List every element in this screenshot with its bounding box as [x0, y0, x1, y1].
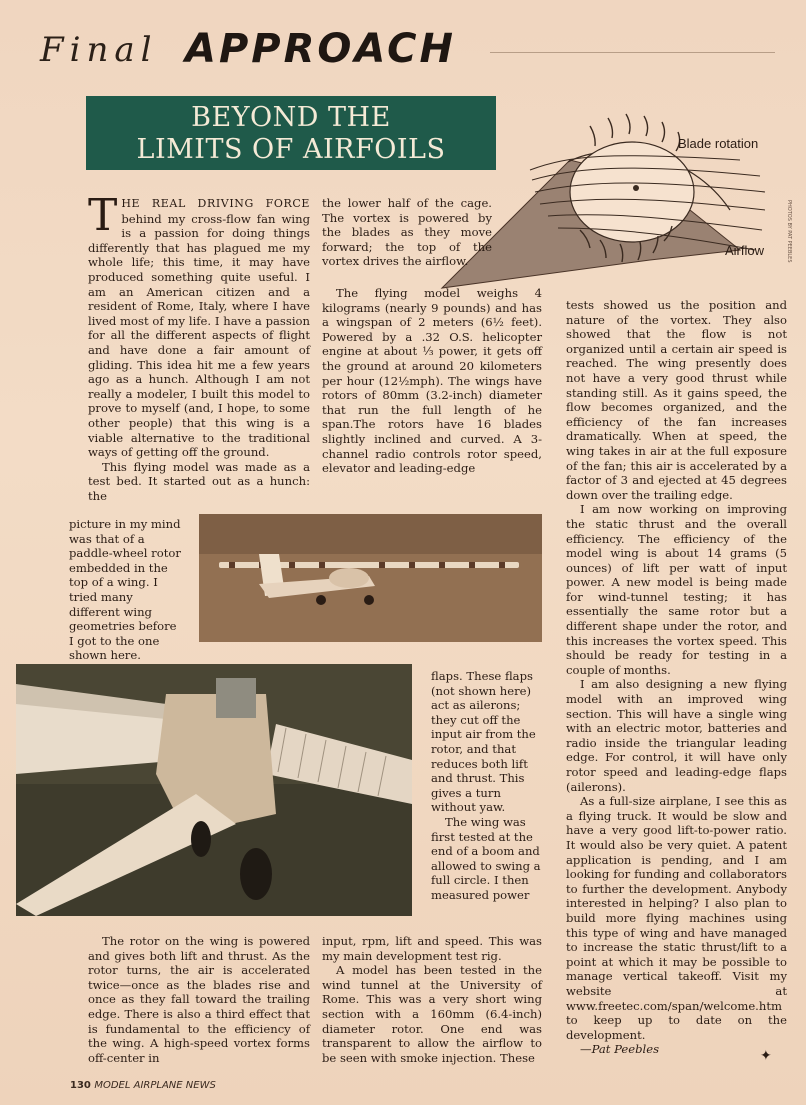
photo-model-closeup	[16, 664, 412, 916]
magazine-name: MODEL AIRPLANE NEWS	[94, 1080, 216, 1091]
section-title-approach: APPROACH	[185, 26, 456, 72]
airflow-label: Airflow	[725, 243, 765, 258]
page-footer	[70, 1080, 216, 1091]
article-title	[86, 96, 496, 170]
paragraph-5: A model has been tested in the wind tunnel at the University of Rome. This was a very short wing section with a 160mm (6.4-inch) diameter rotor. One end was transparent to allow the airflow to be seen with smoke injection. These	[322, 963, 542, 1065]
paragraph-3: The flying model weighs 4 kilograms (nearly 9 pounds) and has a wingspan of 2 meters (6½ feet). Powered by a .32 O.S. helicopter engine at about ⅓ power, it gets off the ground at around 20 kilometers per hour (12½mph). The wings have rotors of 80mm (3.2-inch) diameter that run the full length of he span.The rotors have 16 blades slightly inclined and curved. A 3-channel radio controls rotor speed, elevator and leading-edge	[322, 286, 542, 476]
article-title-line1: BEYOND THE	[191, 102, 391, 133]
page-number: 130	[70, 1080, 91, 1091]
header-rule	[490, 52, 775, 53]
section-title-final: Final	[40, 30, 158, 70]
paragraph-3-cont: flaps. These flaps (not shown here) act as ailerons; they cut off the input air from the rotor, and that reduces both lift and thrust. This gives a turn without yaw.	[431, 669, 536, 815]
paragraph-1: behind my cross-flow fan wing is a passion for doing things differently that has plagued me my whole life; this time, it may have produced something quite useful. I am an American citizen and a resident of Rome, Italy, where I have lived most of my life. I have a passion for all the different aspects of flight and have done a fair amount of gliding. This idea hit me a few years ago as a hunch. Although I am not really a modeler, I built this model to prove to myself (and, I hope, to some other people) that this wing is a viable alternative to the traditional ways of getting off the ground.	[88, 211, 310, 460]
paragraph-9: As a full-size airplane, I see this as a flying truck. It would be slow and have a very good lift-to-power ratio. It would also be very quiet. A patent application is pending, and I am looking for funding and collaborators to further the development. Anybody interested in helping? I also plan to build more flying machines using this type of wing and have managed to increase the static thrust/lift to a point at which it may be possible to manage vertical takeoff. Visit my website at www.freetec.com/span/welcome.htm to keep up to date on the development.	[566, 794, 787, 1042]
paragraph-5-cont: tests showed us the position and nature of the vortex. They also showed that the flow is not organized until a certain air speed is reached. The wing presently does not have a very good thrust while standing still. As it gains speed, the flow becomes organized, and the efficiency of the fan increases dramatically. When at speed, the wing takes in air at the full exposure of the fan; this air is accelerated by a factor of 3 and ejected at 45 degrees down over the trailing edge.	[566, 298, 787, 502]
lead-caps: HE REAL DRIVING FORCE	[121, 197, 310, 210]
article-column-3	[566, 298, 787, 1057]
end-mark: ✦	[760, 1048, 772, 1064]
paragraph-4-cont: input, rpm, lift and speed. This was my main development test rig.	[322, 934, 542, 963]
signature: —Pat Peebles	[580, 1042, 660, 1057]
paragraph-7: I am now working on improving the static thrust and the overall efficiency. The efficiency of the model wing is about 14 grams (5 ounces) of lift per watt of input power. A new model is being made for wind-tunnel testing; it has essentially the same rotor but a different shape under the rotor, and this increases the vortex speed. This should be ready for testing in a couple of months.	[566, 502, 787, 677]
article-column-1	[88, 190, 310, 503]
article-column-2-lower	[431, 669, 544, 903]
article-column-2-bottom	[322, 934, 542, 1065]
blade-rotation-label: Blade rotation	[678, 136, 759, 151]
drop-cap: T	[88, 190, 118, 241]
article-column-2	[322, 286, 542, 476]
paragraph-vortex: the lower half of the cage. The vortex is powered by the blades as they move forward; the top of the vortex drives the airflow.	[322, 196, 492, 269]
paragraph-8: I am also designing a new flying model with an improved wing section. This will have a single wing with an electric motor, batteries and radio inside the triangular leading edge. For control, it will have only rotor speed and leading-edge flaps (ailerons).	[566, 677, 787, 794]
photo-model-flying	[199, 514, 542, 642]
paragraph-4: The wing was first tested at the end of a boom and allowed to swing a full circle. I then measured power	[431, 814, 541, 902]
paragraph-2-cont: picture in my mind was that of a paddle-wheel rotor embedded in the top of a wing. I tried many different wing geometries before I got to the one shown here.	[69, 517, 181, 663]
photo-credit: PHOTOS BY PAT PEEBLES	[786, 200, 792, 263]
paragraph-2-start: This flying model was made as a test bed. It started out as a hunch: the	[88, 459, 310, 503]
article-column-1-bottom	[88, 934, 310, 1065]
article-title-line2: LIMITS OF AIRFOILS	[136, 134, 446, 165]
paragraph-6: The rotor on the wing is powered and gives both lift and thrust. As the rotor turns, the air is accelerated twice—once as the blades rise and once as they fall toward the trailing edge. There is also a third effect that is fundamental to the efficiency of the wing. A high-speed vortex forms off-center in	[88, 934, 310, 1065]
